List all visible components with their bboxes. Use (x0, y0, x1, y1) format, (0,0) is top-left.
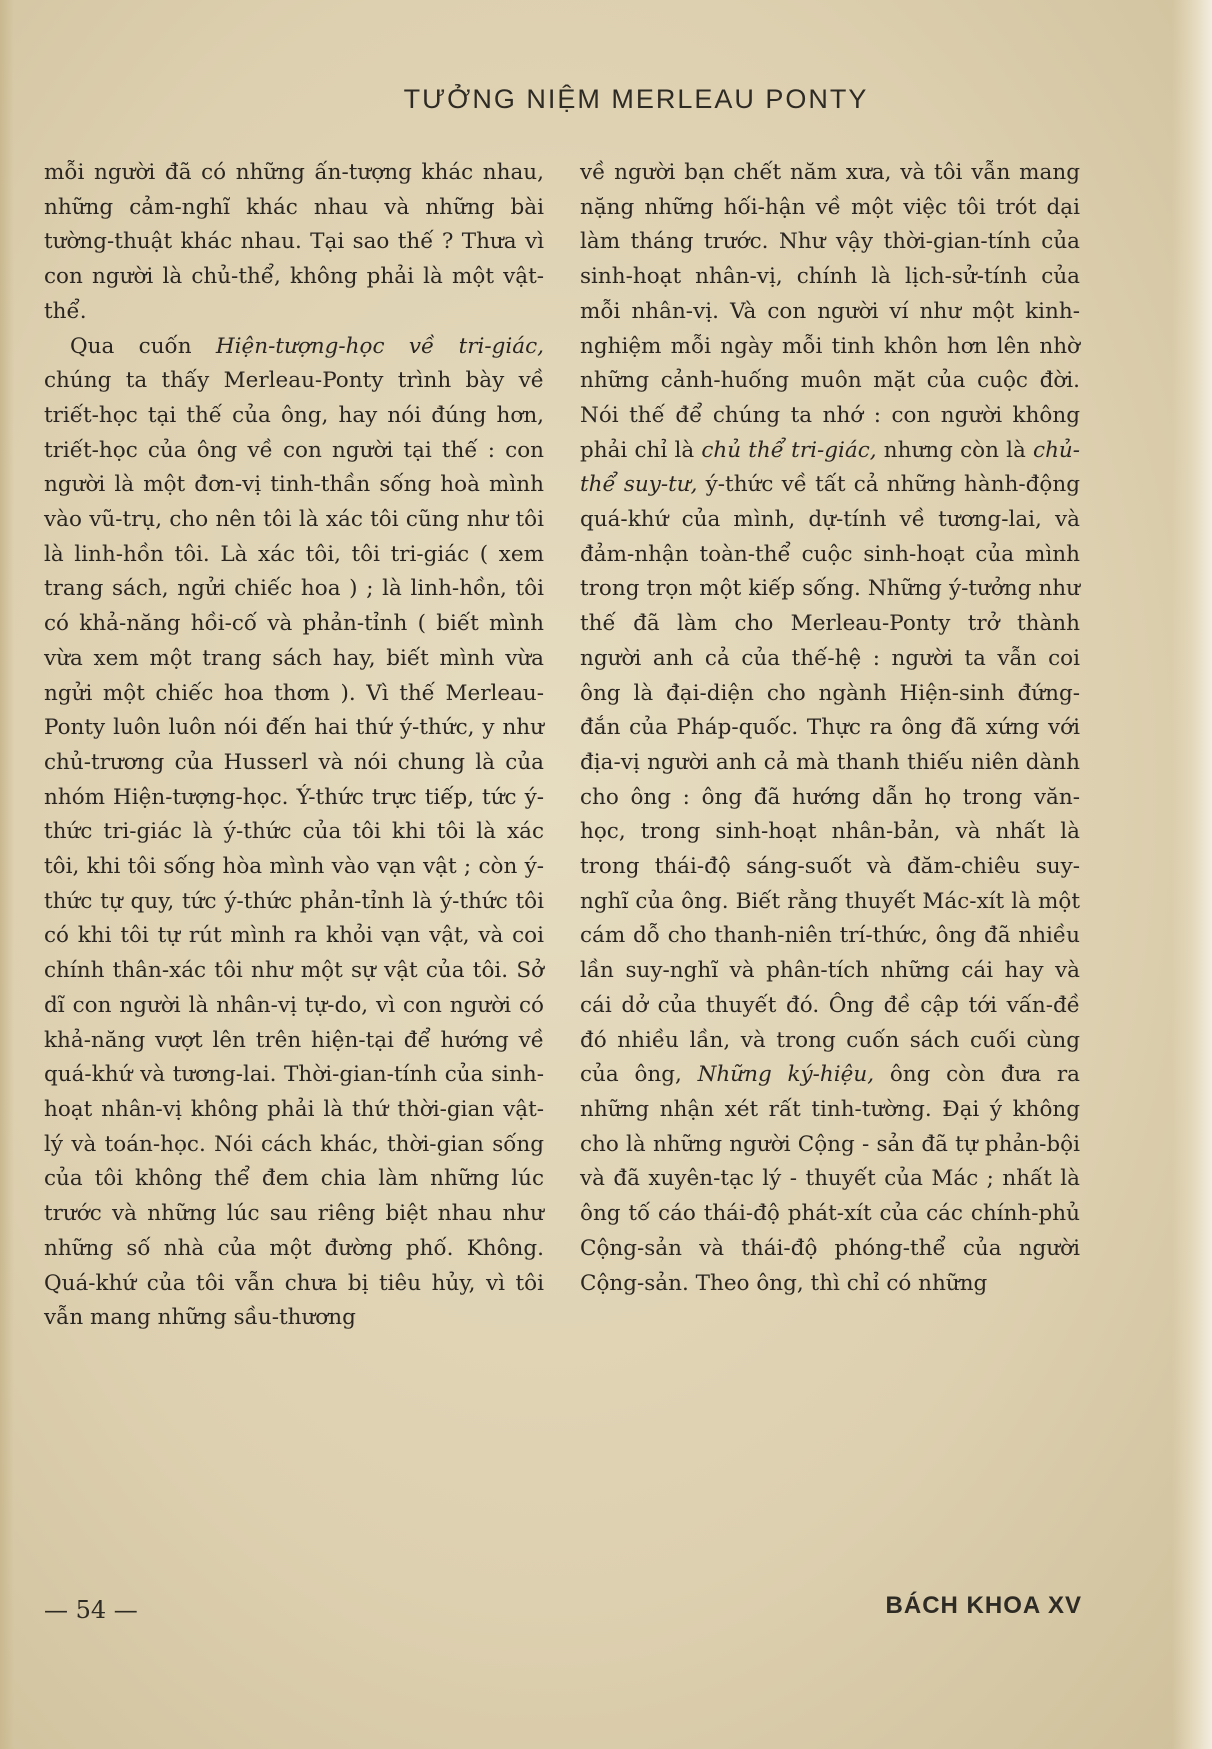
left-paragraph-1: mỗi người đã có những ấn-tượng khác nhau, những cảm-nghĩ khác nhau và những bài tường-thuật khác nhau. Tại sao thế ? Thưa vì con người là chủ-thể, không phải là một vật-thể. (44, 160, 544, 324)
right-column (580, 156, 1080, 1576)
page-number: — 54 — (44, 1596, 138, 1624)
magazine-issue: BÁCH KHOA XV (885, 1592, 1082, 1619)
right-paragraph-1 (580, 156, 1080, 1301)
term-perceiving-subject: chủ thể tri-giác, (701, 437, 877, 463)
running-head: TƯỞNG NIỆM MERLEAU PONTY (403, 84, 869, 114)
right-p1-part-d: ông còn đưa ra những nhận xét rất tinh-tường. Đại ý không cho là những người Cộng - sản đã tự phản-bội và đã xuyên-tạc lý - thuyết của Mác ; nhất là ông tố cáo thái-độ phát-xít của các chính-phủ Cộng-sản và thái-độ phóng-thể của người Cộng-sản. Theo ông, thì chỉ có những (580, 1062, 1080, 1296)
left-paragraph-2 (44, 330, 544, 1336)
book-title-signs: Những ký-hiệu, (697, 1062, 875, 1088)
right-p1-part-c: ý-thức về tất cả những hành-động quá-khứ của mình, dự-tính về tương-lai, và đảm-nhận toàn-thể cuộc sinh-hoạt của mình trong trọn một kiếp sống. Những ý-tưởng như thế đã làm cho Merleau-Ponty trở thành người anh cả của thế-hệ : người ta vẫn coi ông là đại-diện cho ngành Hiện-sinh đứng-đắn của Pháp-quốc. Thực ra ông đã xứng với địa-vị người anh cả mà thanh thiếu niên dành cho ông : ông đã hướng dẫn họ trong văn-học, trong sinh-hoạt nhân-bản, và nhất là trong thái-độ sáng-suốt và đăm-chiêu suy-nghĩ của ông. Biết rằng thuyết Mác-xít là một cám dỗ cho thanh-niên trí-thức, ông đã nhiều lần suy-nghĩ và phân-tích những cái hay và cái dở của thuyết đó. Ông đề cập tới vấn-đề đó nhiều lần, và trong cuốn sách cuối cùng của ông, (580, 472, 1080, 1088)
book-title-phenomenology: Hiện-tượng-học về tri-giác, (215, 333, 544, 359)
term-thinking-subject: chủ-thể suy-tư, (580, 437, 1081, 498)
left-column (44, 156, 544, 1576)
right-p1-part-a: về người bạn chết năm xưa, và tôi vẫn mang nặng những hối-hận về một việc tôi trót dại làm tháng trước. Như vậy thời-gian-tính của sinh-hoạt nhân-vị, chính là lịch-sử-tính của mỗi nhân-vị. Và con người ví như một kinh-nghiệm mỗi ngày mỗi tinh khôn hơn lên nhờ những cảnh-huống muôn mặt của cuộc đời. Nói thế để chúng ta nhớ : con người không phải chỉ là (580, 160, 1080, 463)
left-p2-lead: Qua cuốn (70, 333, 216, 359)
right-p1-part-b: nhưng còn là (876, 437, 1034, 463)
left-p2-body: chúng ta thấy Merleau-Ponty trình bày về triết-học tại thế của ông, hay nói đúng hơn, triết-học của ông về con người tại thế : con người là một đơn-vị tinh-thần sống hoà mình vào vũ-trụ, cho nên tôi là xác tôi cũng như tôi là linh-hồn tôi. Là xác tôi, tôi tri-giác ( xem trang sách, ngửi chiếc hoa ) ; là linh-hồn, tôi có khả-năng hồi-cố và phản-tỉnh ( biết mình vừa xem một trang sách hay, biết mình vừa ngửi một chiếc hoa thơm ). Vì thế Merleau-Ponty luôn luôn nói đến hai thứ ý-thức, y như chủ-trương của Husserl và nói chung là của nhóm Hiện-tượng-học. Ý-thức trực tiếp, tức ý-thức tri-giác là ý-thức của tôi khi tôi là xác tôi, khi tôi sống hòa mình vào vạn vật ; còn ý-thức tự quy, tức ý-thức phản-tỉnh là ý-thức tôi có khi tôi tự rút mình ra khỏi vạn vật, và coi chính thân-xác tôi như một sự vật của tôi. Sở dĩ con người là nhân-vị tự-do, vì con người có khả-năng vượt lên trên hiện-tại để hướng về quá-khứ và tương-lai. Thời-gian-tính của sinh-hoạt nhân-vị không phải là thứ thời-gian vật-lý và toán-học. Nói cách khác, thời-gian sống của tôi không thể đem chia làm những lúc trước và những lúc sau riêng biệt nhau như những số nhà của một đường phố. Không. Quá-khứ của tôi vẫn chưa bị tiêu hủy, vì tôi vẫn mang những sầu-thương (44, 368, 544, 1331)
